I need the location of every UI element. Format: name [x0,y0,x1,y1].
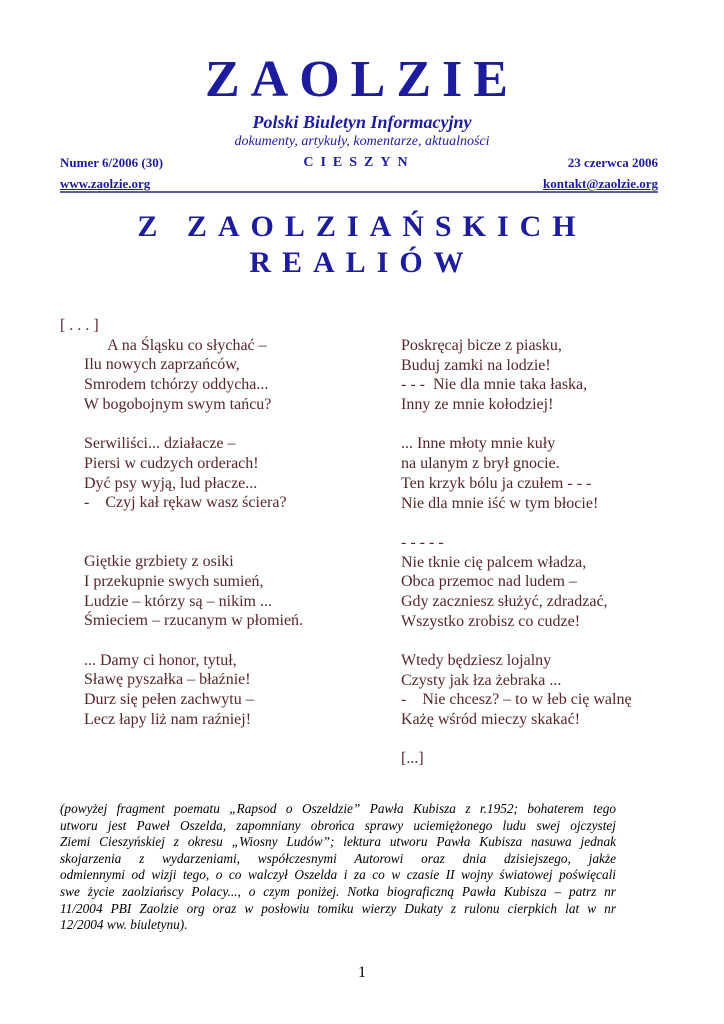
poem-line: Inny ze mnie kołodziej! [401,396,554,414]
poem-left-column [60,316,380,729]
poem-line: Ilu nowych zaprzańców, [60,356,240,374]
poem-line: Ten krzyk bólu ja czułem - - - [401,474,592,492]
poem-line: Smrodem tchórzy oddycha... [60,376,269,394]
poem-line: na ulanym z brył gnocie. [401,455,560,473]
footnote-line: odmiennymi od wizji tego, o co walczył Oszelda i za co w czasie II wojny światowej poświęcali [60,867,616,883]
poem-line [401,513,661,533]
issue-number: Numer 6/2006 (30) [60,155,164,170]
footnote-line: utworu jest Paweł Oszelda, zapomniany obrońca sprawy uciemiężonego ludu swej ojczystej [60,817,616,833]
poem-line [60,513,380,533]
poem-line: [...] [401,750,424,768]
poem-line: Dyć psy wyją, lud płacze... [60,474,258,492]
poem-line: Durz się pełen zachwytu – [60,691,254,709]
poem-line [401,631,661,651]
poem-line: Każę wśród mieczy skakać! [401,711,581,729]
poem-line [60,631,380,651]
article-headline-line2: REALIÓW [249,246,475,279]
website-link[interactable]: www.zaolzie.org [60,176,151,191]
poem-line [60,533,380,553]
poem-line: [ . . . ] [60,317,99,334]
poem-line: Wtedy będziesz lojalny [401,652,552,669]
poem-line: ... Inne młoty mnie kuły [401,435,556,453]
header-divider [60,191,658,193]
poem-line: Czysty jak łza żebraka ... [401,671,562,689]
issue-info-row [60,154,658,172]
poem-line: Ludzie – którzy są – nikim ... [60,592,272,610]
page-number: 1 [358,964,366,981]
poem-line: ... Damy ci honor, tytuł, [60,651,237,669]
footnote-line: skojarzenia z wydarzeniami, współczesnymi Autorowi oraz dnia dzisiejszego, jakże [60,850,616,866]
email-link[interactable]: kontakt@zaolzie.org [543,176,658,191]
poem-line [401,730,661,750]
poem-line: W bogobojnym swym tańcu? [60,395,272,413]
poem-line: Poskręcaj bicze z piasku, [401,337,562,354]
poem-line: Piersi w cudzych orderach! [60,454,259,472]
article-headline-line1: Z ZAOLZIAŃSKICH [137,210,587,243]
footnote-line: swe życie zaolziańscy Polacy..., o czym poniżej. Notka biograficzną Pawła Kubisza – patrz nr [60,883,616,899]
footnote-paragraph [60,801,616,934]
poem-line: Nie dla mnie iść w tym błocie! [401,494,599,512]
footnote-line: 12/2004 ww. biuletynu). [60,917,188,933]
masthead-tagline: dokumenty, artykuły, komentarze, aktualności [234,134,490,149]
poem-right-column [401,336,661,769]
poem-line: Serwiliści... działacze – [60,435,236,453]
poem-line: Sławę pyszałka – błaźnie! [60,671,251,689]
poem-line: Obca przemoc nad ludem – [401,573,577,591]
poem-line [60,414,380,434]
poem-line: Giętkie grzbiety z osiki [60,553,234,571]
poem-line [401,415,661,435]
poem-line: - - - - - [401,533,444,551]
poem-line: Wszystko zrobisz co cudze! [401,612,581,630]
masthead-subtitle: Polski Biuletyn Informacyjny [252,112,472,132]
poem-line: Gdy zaczniesz służyć, zdradzać, [401,592,608,610]
poem-line: I przekupnie swych sumień, [60,572,264,590]
poem-line: Nie tknie cię palcem władza, [401,553,587,571]
poem-line: A na Śląsku co słychać – [60,336,267,354]
footnote-line: (powyżej fragment poematu „Rapsod o Oszeldzie” Pawła Kubisza z r.1952; bohaterem tego [60,801,616,816]
poem-line: - Nie chcesz? – to w łeb cię walnę [401,691,632,709]
poem-line: Śmieciem – rzucanym w płomień. [60,612,304,630]
masthead-title: ZAOLZIE [205,51,519,108]
poem-line: - - - Nie dla mnie taka łaska, [401,376,588,394]
issue-city: CIESZYN [303,155,415,170]
footnote-line: 11/2004 PBI Zaolzie org oraz w posłowiu tomiku wierzy Dukaty z rulonu cierpkich lat w nr [60,900,616,916]
poem-line: Buduj zamki na lodzie! [401,356,551,374]
poem-line: - Czyj kał rękaw wasz ściera? [60,494,287,512]
poem-line: Lecz łapy liż nam raźniej! [60,710,252,728]
footnote-line: Ziemi Cieszyńskiej z okresu „Wiosny Ludów”; lektura utworu Pawła Kubisza nasuwa jednak [60,834,616,850]
issue-date: 23 czerwca 2006 [567,155,658,170]
